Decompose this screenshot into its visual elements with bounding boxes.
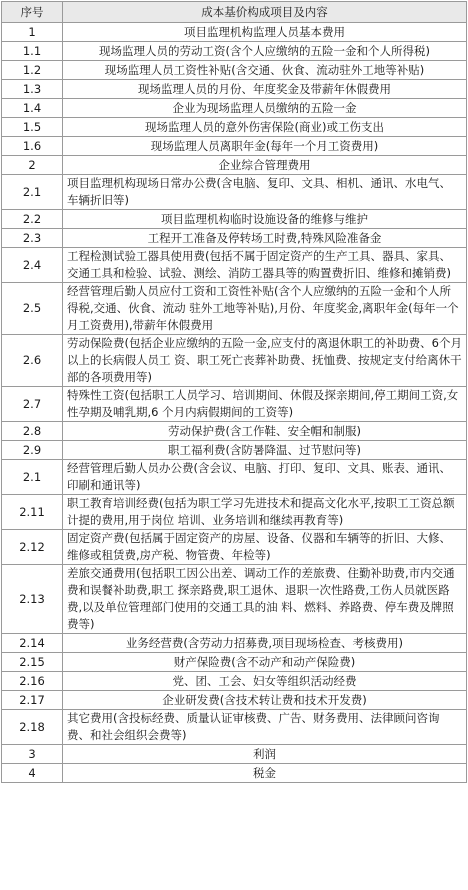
table-row <box>2 156 467 175</box>
row-number: 1.6 <box>2 137 63 156</box>
row-content: 税金 <box>63 764 467 783</box>
table-row <box>2 23 467 42</box>
row-content: 差旅交通费用(包括职工因公出差、调动工作的差旅费、住勤补助费,市内交通费和误餐补助费,职工 探亲路费,职工退休、退职一次性路费,工伤人员就医路费,以及单位管理部门使用的交通工具的油 料、燃料、养路费、停车费及牌照费等) <box>63 565 467 634</box>
table-row <box>2 672 467 691</box>
row-content: 现场监理人员的劳动工资(含个人应缴纳的五险一金和个人所得税) <box>63 42 467 61</box>
row-number: 2.1 <box>2 460 63 495</box>
row-number: 2.13 <box>2 565 63 634</box>
table-row <box>2 99 467 118</box>
row-number: 2.12 <box>2 530 63 565</box>
row-number: 1.4 <box>2 99 63 118</box>
row-number: 2 <box>2 156 63 175</box>
row-number: 2.4 <box>2 248 63 283</box>
table-row <box>2 61 467 80</box>
row-content: 其它费用(含投标经费、质量认证审核费、广告、财务费用、法律顾问咨询费、和社会组织会费等) <box>63 710 467 745</box>
row-number: 1.1 <box>2 42 63 61</box>
row-number: 2.2 <box>2 210 63 229</box>
table-row <box>2 495 467 530</box>
table-row <box>2 565 467 634</box>
row-number: 2.15 <box>2 653 63 672</box>
table-row <box>2 764 467 783</box>
table-row <box>2 710 467 745</box>
table-row <box>2 118 467 137</box>
row-content: 利润 <box>63 745 467 764</box>
table-row <box>2 460 467 495</box>
table-row <box>2 653 467 672</box>
row-content: 工程开工准备及停转场工时费,特殊风险准备金 <box>63 229 467 248</box>
row-number: 2.17 <box>2 691 63 710</box>
table-row <box>2 210 467 229</box>
table-row <box>2 229 467 248</box>
row-content: 现场监理人员的意外伤害保险(商业)或工伤支出 <box>63 118 467 137</box>
row-content: 劳动保险费(包括企业应缴纳的五险一金,应支付的离退休职工的补助费、6个月以上的长病假人员工 资、职工死亡丧葬补助费、抚恤费、按规定支付给离休干部的各项费用等) <box>63 335 467 387</box>
table-row <box>2 42 467 61</box>
row-content: 业务经营费(含劳动力招募费,项目现场检查、考核费用) <box>63 634 467 653</box>
row-number: 1.2 <box>2 61 63 80</box>
row-content: 企业为现场监理人员缴纳的五险一金 <box>63 99 467 118</box>
row-content: 经营管理后勤人员办公费(含会议、电脑、打印、复印、文具、账表、通讯、印刷和通讯等) <box>63 460 467 495</box>
row-number: 1 <box>2 23 63 42</box>
table-row <box>2 387 467 422</box>
row-number: 4 <box>2 764 63 783</box>
content-column-header: 成本基价构成项目及内容 <box>63 2 467 23</box>
table-row <box>2 691 467 710</box>
row-number: 2.9 <box>2 441 63 460</box>
row-content: 特殊性工资(包括职工人员学习、培训期间、休假及探亲期间,停工期间工资,女性孕期及哺乳期,6 个月内病假期间的工资等) <box>63 387 467 422</box>
row-number: 2.11 <box>2 495 63 530</box>
row-number: 2.14 <box>2 634 63 653</box>
row-number: 2.6 <box>2 335 63 387</box>
row-number: 2.5 <box>2 283 63 335</box>
row-content: 现场监理人员工资性补贴(含交通、伙食、流动驻外工地等补贴) <box>63 61 467 80</box>
row-number: 2.16 <box>2 672 63 691</box>
header-row <box>2 2 467 23</box>
row-content: 项目监理机构监理人员基本费用 <box>63 23 467 42</box>
row-number: 2.18 <box>2 710 63 745</box>
row-content: 项目监理机构现场日常办公费(含电脑、复印、文具、相机、通讯、水电气、车辆折旧等) <box>63 175 467 210</box>
row-content: 企业综合管理费用 <box>63 156 467 175</box>
row-content: 项目监理机构临时设施设备的维修与维护 <box>63 210 467 229</box>
row-content: 工程检测试验工器具使用费(包括不属于固定资产的生产工具、器具、家具、交通工具和检验、试验、测绘、消防工器具等的购置费折旧、维修和摊销费) <box>63 248 467 283</box>
table-row <box>2 80 467 99</box>
row-number: 2.3 <box>2 229 63 248</box>
row-number: 2.7 <box>2 387 63 422</box>
table-row <box>2 248 467 283</box>
cost-base-table <box>1 1 467 783</box>
row-content: 经营管理后勤人员应付工资和工资性补贴(含个人应缴纳的五险一金和个人所得税,交通、伙食、流动 驻外工地等补贴),月份、年度奖金,离职年金(每年一个月工资费用),带薪年休假费用 <box>63 283 467 335</box>
row-content: 现场监理人员的月份、年度奖金及带薪年休假费用 <box>63 80 467 99</box>
row-number: 2.8 <box>2 422 63 441</box>
row-content: 职工教育培训经费(包括为职工学习先进技术和提高文化水平,按职工工资总额计提的费用,用于岗位 培训、业务培训和继续再教育等) <box>63 495 467 530</box>
table-row <box>2 137 467 156</box>
number-column-header: 序号 <box>2 2 63 23</box>
table-row <box>2 175 467 210</box>
row-content: 固定资产费(包括属于固定资产的房屋、设备、仪器和车辆等的折旧、大修、维修或租赁费,房产税、物管费、年检等) <box>63 530 467 565</box>
table-body <box>2 23 467 783</box>
row-content: 劳动保护费(含工作鞋、安全帽和制服) <box>63 422 467 441</box>
row-number: 3 <box>2 745 63 764</box>
table-row <box>2 530 467 565</box>
row-content: 党、团、工会、妇女等组织活动经费 <box>63 672 467 691</box>
table-row <box>2 745 467 764</box>
table-row <box>2 441 467 460</box>
row-content: 财产保险费(含不动产和动产保险费) <box>63 653 467 672</box>
row-number: 1.5 <box>2 118 63 137</box>
table-row <box>2 335 467 387</box>
row-number: 1.3 <box>2 80 63 99</box>
table-row <box>2 634 467 653</box>
row-content: 现场监理人员离职年金(每年一个月工资费用) <box>63 137 467 156</box>
row-number: 2.1 <box>2 175 63 210</box>
table-row <box>2 283 467 335</box>
row-content: 职工福利费(含防暑降温、过节慰问等) <box>63 441 467 460</box>
table-row <box>2 422 467 441</box>
row-content: 企业研发费(含技术转让费和技术开发费) <box>63 691 467 710</box>
